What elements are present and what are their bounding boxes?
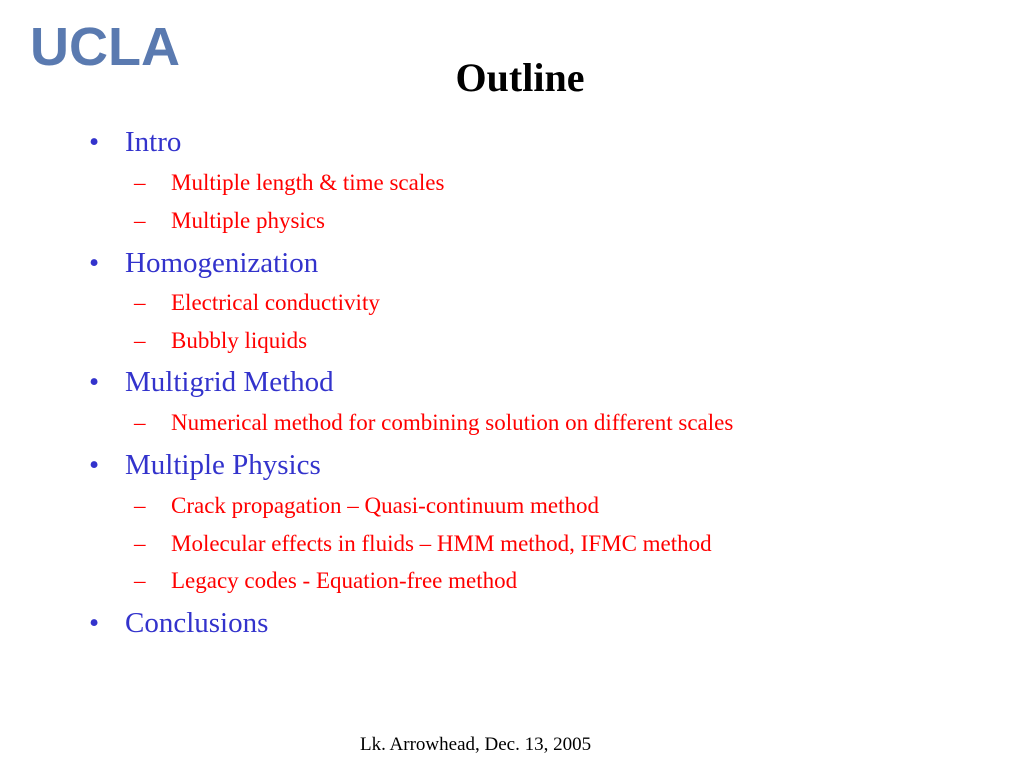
bullet-label: Intro — [125, 126, 182, 158]
dash-marker: – — [134, 493, 146, 518]
dash-marker: – — [134, 170, 146, 195]
bullet-marker: • — [89, 126, 100, 158]
sub-bullet — [134, 169, 445, 197]
bullet-marker: • — [89, 247, 100, 279]
sub-bullet-label: Numerical method for combining solution on different scales — [171, 410, 734, 435]
bullet-label: Multigrid Method — [125, 366, 334, 398]
sub-bullet-label: Legacy codes - Equation-free method — [171, 568, 518, 593]
sub-bullet — [134, 567, 518, 595]
bullet-conclusions — [89, 606, 269, 640]
sub-bullet — [134, 289, 380, 317]
bullet-multiple-physics — [89, 448, 321, 482]
dash-marker: – — [134, 290, 146, 315]
sub-bullet — [134, 409, 734, 437]
sub-bullet — [134, 530, 712, 558]
ucla-logo: UCLA — [30, 17, 180, 77]
sub-bullet-label: Multiple length & time scales — [171, 170, 445, 195]
dash-marker: – — [134, 531, 146, 556]
sub-bullet — [134, 492, 599, 520]
sub-bullet-label: Bubbly liquids — [171, 328, 308, 353]
bullet-label: Conclusions — [125, 607, 269, 639]
bullet-label: Multiple Physics — [125, 449, 321, 481]
sub-bullet — [134, 207, 325, 235]
sub-bullet-label: Crack propagation – Quasi-continuum method — [171, 493, 599, 518]
sub-bullet-label: Electrical conductivity — [171, 290, 380, 315]
sub-bullet — [134, 327, 308, 355]
slide-title: Outline — [455, 55, 585, 100]
bullet-marker: • — [89, 449, 100, 481]
dash-marker: – — [134, 410, 146, 435]
bullet-homogenization — [89, 246, 319, 280]
dash-marker: – — [134, 568, 146, 593]
bullet-intro — [89, 125, 182, 159]
bullet-multigrid-method — [89, 365, 334, 399]
dash-marker: – — [134, 328, 146, 353]
bullet-label: Homogenization — [125, 247, 319, 279]
slide-footer: Lk. Arrowhead, Dec. 13, 2005 — [360, 734, 592, 755]
bullet-marker: • — [89, 366, 100, 398]
sub-bullet-label: Molecular effects in fluids – HMM method, IFMC method — [171, 531, 712, 556]
dash-marker: – — [134, 208, 146, 233]
bullet-marker: • — [89, 607, 100, 639]
sub-bullet-label: Multiple physics — [171, 208, 325, 233]
